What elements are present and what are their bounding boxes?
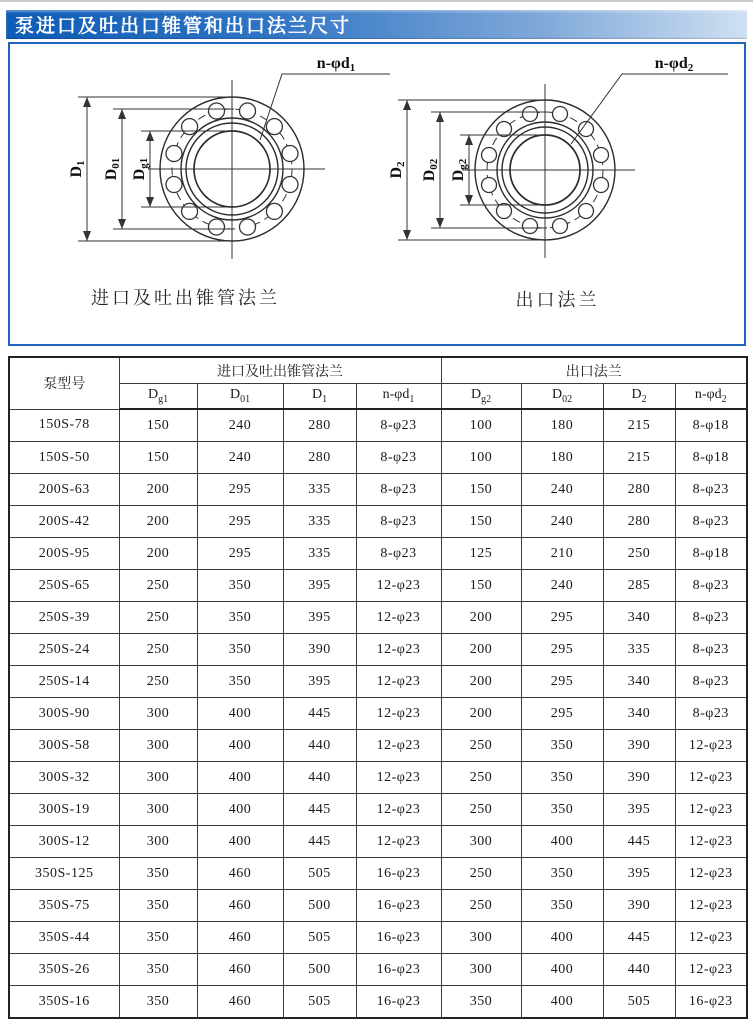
cell-dg2: 100 (441, 442, 521, 474)
cell-d1: 445 (283, 698, 356, 730)
cell-pump-model: 250S-24 (9, 634, 119, 666)
cell-n-phi-d1: 12-φ23 (356, 730, 441, 762)
cell-n-phi-d1: 16-φ23 (356, 922, 441, 954)
title-bar (6, 10, 747, 39)
cell-n-phi-d2: 8-φ18 (675, 538, 747, 570)
col-header-pump-model: 泵型号 (9, 357, 119, 409)
bolt-note-outlet: n-φd2 (654, 55, 694, 74)
cell-d1: 395 (283, 666, 356, 698)
cell-dg1: 150 (119, 409, 197, 442)
cell-n-phi-d2: 8-φ23 (675, 666, 747, 698)
cell-n-phi-d1: 12-φ23 (356, 794, 441, 826)
cell-d1: 395 (283, 570, 356, 602)
dim-label-dg1: Dg1 (131, 157, 150, 181)
cell-d1: 440 (283, 730, 356, 762)
table-row (9, 506, 747, 538)
dim-label-d2: D2 (388, 161, 407, 179)
cell-n-phi-d1: 12-φ23 (356, 698, 441, 730)
cell-d01: 460 (197, 922, 283, 954)
cell-pump-model: 200S-42 (9, 506, 119, 538)
cell-d1: 280 (283, 409, 356, 442)
cell-d2: 250 (603, 538, 675, 570)
group-header-outlet-flange: 出口法兰 (441, 357, 747, 384)
cell-n-phi-d2: 12-φ23 (675, 858, 747, 890)
cell-n-phi-d1: 16-φ23 (356, 986, 441, 1019)
col-header-d01: $D_{01}$ (197, 384, 283, 410)
cell-d02: 400 (521, 954, 603, 986)
cell-n-phi-d2: 12-φ23 (675, 794, 747, 826)
cell-n-phi-d1: 12-φ23 (356, 762, 441, 794)
cell-pump-model: 150S-78 (9, 409, 119, 442)
cell-dg2: 200 (441, 602, 521, 634)
cell-dg1: 150 (119, 442, 197, 474)
cell-d1: 500 (283, 954, 356, 986)
table-row (9, 730, 747, 762)
cell-d2: 445 (603, 826, 675, 858)
cell-dg2: 150 (441, 474, 521, 506)
cell-dg2: 150 (441, 506, 521, 538)
cell-dg1: 300 (119, 698, 197, 730)
cell-d1: 445 (283, 826, 356, 858)
cell-d02: 295 (521, 602, 603, 634)
cell-n-phi-d1: 8-φ23 (356, 474, 441, 506)
cell-d1: 505 (283, 986, 356, 1019)
cell-d02: 350 (521, 794, 603, 826)
cell-d01: 350 (197, 634, 283, 666)
cell-n-phi-d2: 8-φ18 (675, 409, 747, 442)
cell-dg1: 300 (119, 730, 197, 762)
outlet-bolt-leader-line (571, 74, 728, 144)
cell-n-phi-d2: 8-φ23 (675, 506, 747, 538)
cell-d2: 335 (603, 634, 675, 666)
cell-dg1: 200 (119, 506, 197, 538)
bolt-note-inlet: n-φd1 (316, 55, 356, 74)
cell-n-phi-d2: 8-φ23 (675, 570, 747, 602)
group-header-inlet-flange: 进口及吐出锥管法兰 (119, 357, 441, 384)
cell-d01: 400 (197, 826, 283, 858)
cell-d1: 395 (283, 602, 356, 634)
cell-d01: 240 (197, 409, 283, 442)
cell-dg2: 100 (441, 409, 521, 442)
cell-dg2: 200 (441, 666, 521, 698)
cell-n-phi-d2: 8-φ23 (675, 634, 747, 666)
col-header-d1: $D_1$ (283, 384, 356, 410)
cell-d01: 460 (197, 858, 283, 890)
table-row (9, 442, 747, 474)
cell-dg2: 250 (441, 794, 521, 826)
cell-d2: 395 (603, 794, 675, 826)
cell-n-phi-d2: 12-φ23 (675, 890, 747, 922)
cell-d2: 340 (603, 698, 675, 730)
cell-n-phi-d2: 8-φ23 (675, 602, 747, 634)
cell-d02: 180 (521, 442, 603, 474)
table-row (9, 570, 747, 602)
cell-d2: 395 (603, 858, 675, 890)
dim-label-d01: D01 (103, 157, 122, 181)
cell-d2: 340 (603, 602, 675, 634)
cell-pump-model: 300S-90 (9, 698, 119, 730)
cell-dg2: 125 (441, 538, 521, 570)
col-header-dg1: $D_{g1}$ (119, 384, 197, 410)
page-title: 泵进口及吐出口锥管和出口法兰尺寸 (15, 16, 352, 37)
cell-dg1: 250 (119, 570, 197, 602)
cell-n-phi-d2: 12-φ23 (675, 922, 747, 954)
cell-dg2: 250 (441, 858, 521, 890)
cell-d02: 400 (521, 826, 603, 858)
table-row (9, 698, 747, 730)
cell-d1: 440 (283, 762, 356, 794)
cell-n-phi-d1: 12-φ23 (356, 666, 441, 698)
cell-d01: 295 (197, 506, 283, 538)
cell-d01: 460 (197, 986, 283, 1019)
cell-d2: 390 (603, 890, 675, 922)
outlet-flange-drawing (388, 55, 728, 258)
cell-d1: 335 (283, 538, 356, 570)
cell-d01: 400 (197, 730, 283, 762)
cell-d1: 280 (283, 442, 356, 474)
cell-dg2: 300 (441, 826, 521, 858)
cell-n-phi-d2: 12-φ23 (675, 730, 747, 762)
cell-d2: 505 (603, 986, 675, 1019)
cell-dg1: 200 (119, 538, 197, 570)
cell-n-phi-d1: 12-φ23 (356, 570, 441, 602)
cell-pump-model: 300S-19 (9, 794, 119, 826)
cell-d1: 445 (283, 794, 356, 826)
cell-d1: 505 (283, 922, 356, 954)
cell-d02: 240 (521, 474, 603, 506)
col-header-d02: $D_{02}$ (521, 384, 603, 410)
diagram-panel (8, 42, 746, 346)
cell-dg1: 250 (119, 666, 197, 698)
cell-d02: 400 (521, 986, 603, 1019)
table-row (9, 922, 747, 954)
cell-d2: 390 (603, 730, 675, 762)
cell-dg2: 250 (441, 730, 521, 762)
cell-pump-model: 250S-39 (9, 602, 119, 634)
cell-n-phi-d2: 8-φ18 (675, 442, 747, 474)
cell-dg2: 200 (441, 634, 521, 666)
cell-d01: 350 (197, 666, 283, 698)
cell-d1: 335 (283, 474, 356, 506)
cell-d02: 295 (521, 634, 603, 666)
cell-n-phi-d2: 16-φ23 (675, 986, 747, 1019)
table-row (9, 890, 747, 922)
cell-n-phi-d1: 8-φ23 (356, 538, 441, 570)
cell-pump-model: 350S-75 (9, 890, 119, 922)
cell-d1: 505 (283, 858, 356, 890)
cell-n-phi-d1: 16-φ23 (356, 858, 441, 890)
cell-pump-model: 300S-32 (9, 762, 119, 794)
col-header-n-phi-d2: $n-\varphi d_2$ (675, 384, 747, 410)
cell-d2: 440 (603, 954, 675, 986)
cell-n-phi-d1: 8-φ23 (356, 442, 441, 474)
cell-d1: 500 (283, 890, 356, 922)
flange-dimensions-table (8, 356, 748, 1019)
cell-dg2: 300 (441, 954, 521, 986)
cell-d02: 350 (521, 730, 603, 762)
dim-label-d02: D02 (421, 158, 440, 182)
col-header-n-phi-d1: $n-\varphi d_1$ (356, 384, 441, 410)
table-row (9, 602, 747, 634)
cell-pump-model: 200S-95 (9, 538, 119, 570)
cell-d02: 180 (521, 409, 603, 442)
cell-pump-model: 350S-44 (9, 922, 119, 954)
table-row (9, 666, 747, 698)
cell-d01: 240 (197, 442, 283, 474)
cell-n-phi-d2: 8-φ23 (675, 474, 747, 506)
cell-pump-model: 300S-58 (9, 730, 119, 762)
cell-pump-model: 200S-63 (9, 474, 119, 506)
table-row (9, 762, 747, 794)
cell-dg1: 350 (119, 954, 197, 986)
cell-n-phi-d2: 8-φ23 (675, 698, 747, 730)
cell-d01: 400 (197, 698, 283, 730)
cell-d02: 240 (521, 570, 603, 602)
cell-n-phi-d1: 12-φ23 (356, 602, 441, 634)
cell-d02: 350 (521, 890, 603, 922)
table-row (9, 474, 747, 506)
table-row (9, 954, 747, 986)
cell-pump-model: 350S-26 (9, 954, 119, 986)
col-header-d2: $D_2$ (603, 384, 675, 410)
cell-pump-model: 350S-16 (9, 986, 119, 1019)
cell-d1: 390 (283, 634, 356, 666)
cell-pump-model: 250S-65 (9, 570, 119, 602)
cell-n-phi-d1: 12-φ23 (356, 826, 441, 858)
cell-n-phi-d2: 12-φ23 (675, 762, 747, 794)
cell-d2: 285 (603, 570, 675, 602)
table-row (9, 826, 747, 858)
cell-n-phi-d2: 12-φ23 (675, 954, 747, 986)
dim-label-dg2: Dg2 (450, 158, 469, 182)
cell-d01: 350 (197, 570, 283, 602)
cell-d02: 240 (521, 506, 603, 538)
cell-d2: 280 (603, 506, 675, 538)
cell-d01: 350 (197, 602, 283, 634)
cell-n-phi-d1: 16-φ23 (356, 890, 441, 922)
inlet-flange-drawing (68, 55, 390, 259)
cell-d1: 335 (283, 506, 356, 538)
cell-d01: 295 (197, 474, 283, 506)
cell-d01: 460 (197, 954, 283, 986)
table-row (9, 409, 747, 442)
cell-d2: 390 (603, 762, 675, 794)
top-divider (0, 0, 753, 2)
cell-pump-model: 250S-14 (9, 666, 119, 698)
table-row (9, 634, 747, 666)
cell-dg1: 250 (119, 634, 197, 666)
cell-pump-model: 150S-50 (9, 442, 119, 474)
cell-dg2: 250 (441, 890, 521, 922)
cell-dg1: 350 (119, 922, 197, 954)
cell-d01: 460 (197, 890, 283, 922)
cell-dg1: 250 (119, 602, 197, 634)
cell-dg1: 350 (119, 858, 197, 890)
cell-n-phi-d2: 12-φ23 (675, 826, 747, 858)
cell-d2: 340 (603, 666, 675, 698)
cell-d2: 215 (603, 409, 675, 442)
cell-dg2: 300 (441, 922, 521, 954)
cell-n-phi-d1: 8-φ23 (356, 409, 441, 442)
cell-d2: 445 (603, 922, 675, 954)
cell-dg2: 350 (441, 986, 521, 1019)
table-row (9, 986, 747, 1019)
cell-dg1: 300 (119, 762, 197, 794)
cell-dg2: 150 (441, 570, 521, 602)
cell-dg1: 300 (119, 826, 197, 858)
cell-pump-model: 300S-12 (9, 826, 119, 858)
cell-pump-model: 350S-125 (9, 858, 119, 890)
cell-d02: 350 (521, 858, 603, 890)
table-row (9, 858, 747, 890)
table-row (9, 794, 747, 826)
caption-inlet-flange: 进口及吐出锥管法兰 (91, 288, 280, 308)
cell-n-phi-d1: 16-φ23 (356, 954, 441, 986)
cell-d01: 400 (197, 762, 283, 794)
cell-d02: 350 (521, 762, 603, 794)
cell-dg1: 300 (119, 794, 197, 826)
cell-d02: 210 (521, 538, 603, 570)
cell-dg2: 250 (441, 762, 521, 794)
cell-n-phi-d1: 8-φ23 (356, 506, 441, 538)
cell-d2: 215 (603, 442, 675, 474)
cell-d02: 400 (521, 922, 603, 954)
cell-n-phi-d1: 12-φ23 (356, 634, 441, 666)
cell-dg1: 200 (119, 474, 197, 506)
cell-dg1: 350 (119, 986, 197, 1019)
cell-d01: 400 (197, 794, 283, 826)
table-row (9, 538, 747, 570)
cell-d2: 280 (603, 474, 675, 506)
cell-d02: 295 (521, 666, 603, 698)
caption-outlet-flange: 出口法兰 (515, 290, 600, 310)
cell-d02: 295 (521, 698, 603, 730)
col-header-dg2: $D_{g2}$ (441, 384, 521, 410)
cell-d01: 295 (197, 538, 283, 570)
cell-dg1: 350 (119, 890, 197, 922)
dim-label-d1: D1 (68, 160, 87, 178)
cell-dg2: 200 (441, 698, 521, 730)
